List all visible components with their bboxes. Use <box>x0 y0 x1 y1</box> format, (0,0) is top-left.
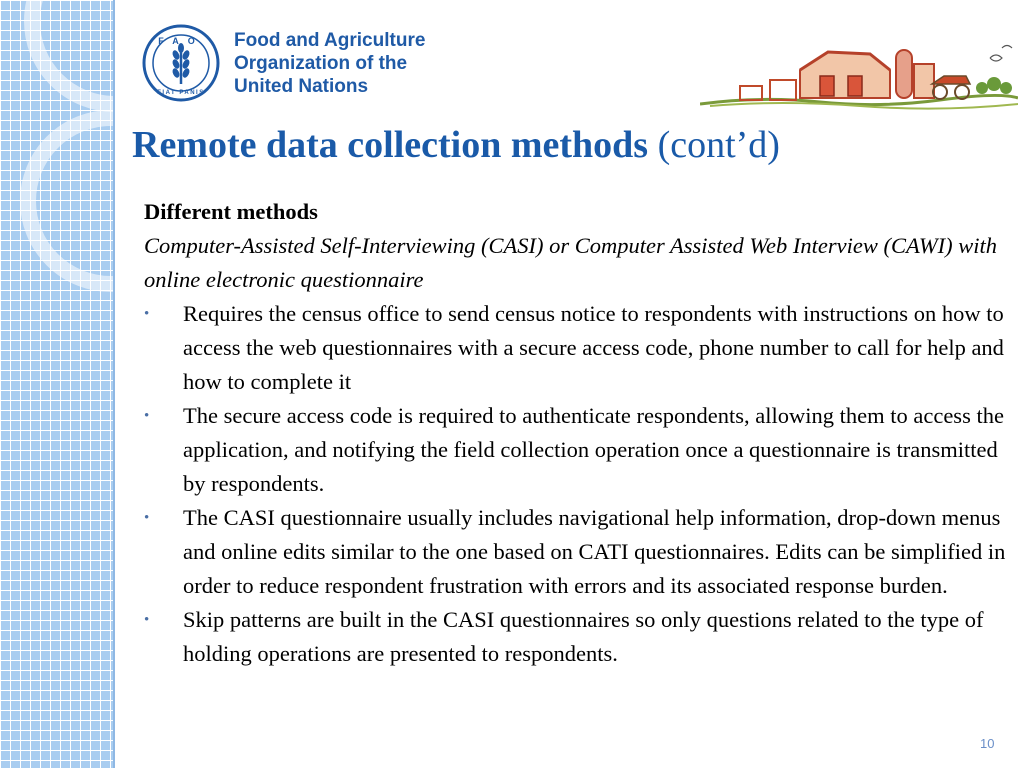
bullet-icon: • <box>144 612 150 628</box>
slide-title <box>132 121 780 169</box>
bullet-text: Requires the census office to send census notice to respondents with instructions on how to access the web questionnaires with a secure access code, phone number to call for help and how to complete it <box>183 301 1004 394</box>
bullet-item <box>144 603 1010 671</box>
bullet-list <box>144 297 1010 671</box>
fao-logo <box>142 24 425 102</box>
organization-name <box>234 29 425 98</box>
sidebar-ring-decoration <box>20 110 115 292</box>
bullet-icon: • <box>144 306 150 322</box>
bullet-text: The CASI questionnaire usually includes navigational help information, drop-down menus and online edits similar to the one based on CATI questionnaires. Edits can be simplified in order to reduce respondent frustration with errors and its associated response burden. <box>183 505 1006 598</box>
slide-title-suffix: (cont’d) <box>657 124 780 166</box>
section-subheading: Different methods <box>144 199 318 224</box>
organization-name-line: Organization of the <box>234 52 408 74</box>
slide-title-main: Remote data collection methods <box>132 124 649 166</box>
bullet-icon: • <box>144 510 150 526</box>
bullet-item <box>144 501 1010 603</box>
farm-illustration-icon <box>700 40 1018 110</box>
slide-content <box>144 195 1010 671</box>
fao-emblem-icon <box>142 24 220 102</box>
organization-name-line: Food and Agriculture <box>234 29 426 51</box>
bullet-item <box>144 399 1010 501</box>
bullet-text: Skip patterns are built in the CASI questionnaires so only questions related to the type of holding operations are presented to respondents. <box>183 607 984 666</box>
decorative-sidebar <box>0 0 115 768</box>
bullet-item <box>144 297 1010 399</box>
sidebar-ring-decoration <box>24 0 115 112</box>
bullet-icon: • <box>144 408 150 424</box>
svg-text:FIAT PANIS: FIAT PANIS <box>157 90 205 96</box>
svg-text:FAO: FAO <box>158 36 204 46</box>
page-number: 10 <box>980 736 995 751</box>
method-description: Computer-Assisted Self-Interviewing (CASI) or Computer Assisted Web Interview (CAWI) with online electronic questionnaire <box>144 233 997 292</box>
bullet-text: The secure access code is required to authenticate respondents, allowing them to access the application, and notifying the field collection operation once a questionnaire is transmitted by respondents. <box>183 403 1004 496</box>
organization-name-line: United Nations <box>234 75 369 97</box>
